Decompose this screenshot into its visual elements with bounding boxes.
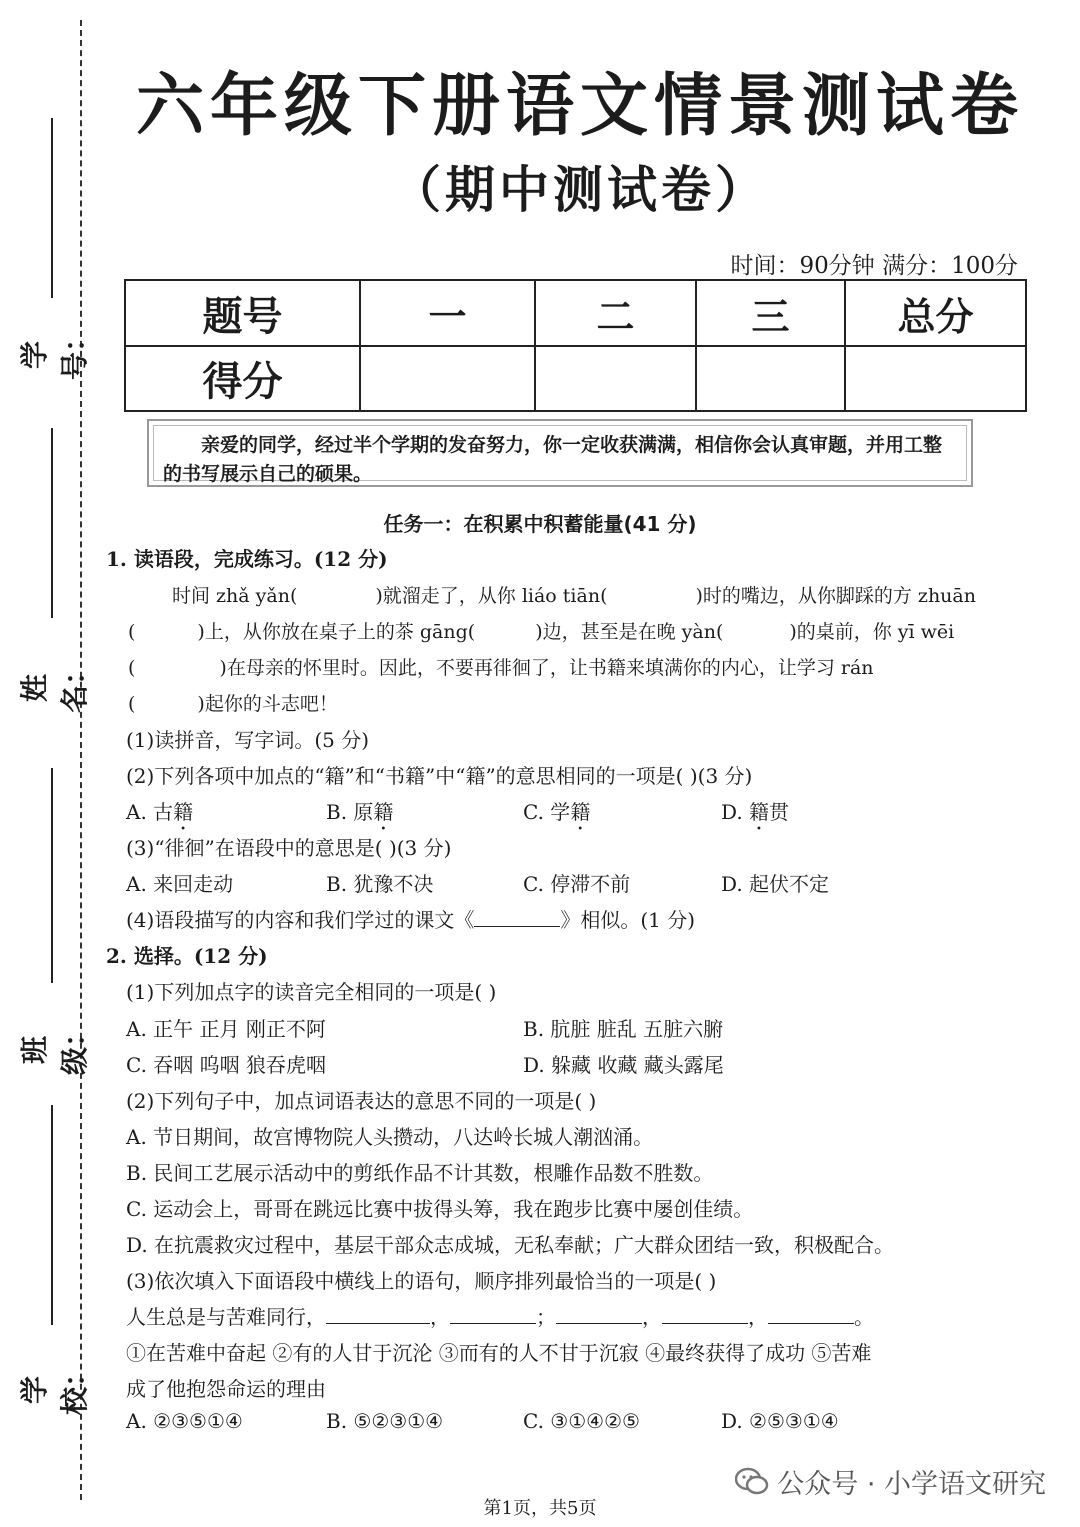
passage-text: )在母亲的怀里时。因此，不要再徘徊了，让书籍来填满你的内心，让学习 rán [219, 657, 874, 679]
q1-sub2-option-a[interactable] [126, 796, 193, 835]
answer-blank[interactable] [450, 1305, 536, 1324]
q1-sub4 [126, 904, 695, 933]
score-table-header-row [125, 280, 1026, 346]
passage-text: )时的嘴边，从你脚踩的方 zhuān [695, 585, 976, 607]
option-text: B. 原 [326, 800, 374, 824]
q2-sub3-option-a[interactable]: A. ②③⑤①④ [126, 1409, 243, 1433]
task-heading: 任务一：在积累中积蓄能量(41 分) [383, 512, 697, 536]
q2-sub3: (3)依次填入下面语段中横线上的语句，顺序排列最恰当的一项是( ) [126, 1269, 717, 1293]
watermark-text: 公众号 · 小学语文研究 [777, 1469, 1046, 1500]
class-line [51, 768, 53, 983]
q1-sub2-option-d[interactable] [721, 796, 789, 835]
binding-dashed-line [80, 20, 82, 1500]
q2-sub3-option-b[interactable]: B. ⑤②③①④ [326, 1409, 444, 1433]
dotted-char: 籍 [173, 800, 194, 824]
option-text: D. [721, 800, 750, 824]
dotted-char: 籍 [373, 800, 394, 824]
answer-blank[interactable] [662, 1305, 748, 1324]
q1-passage-line [128, 617, 954, 644]
q1-sub2-option-c[interactable] [523, 796, 590, 835]
q1-passage-line [172, 581, 976, 608]
wechat-icon [735, 1467, 769, 1497]
q2-sub2: (2)下列句子中，加点词语表达的意思不同的一项是( ) [126, 1089, 597, 1113]
q2-sub2-option-a[interactable]: A. 节日期间，故宫博物院人头攒动，八达岭长城人潮汹涌。 [126, 1125, 654, 1149]
q2-sub2-option-d[interactable]: D. 在抗震救灾过程中，基层干部众志成城，无私奉献；广大群众团结一致，积极配合。 [126, 1233, 895, 1257]
question-text: 人生总是与苦难同行， [126, 1305, 326, 1329]
passage-text: ( [128, 621, 136, 643]
q2-sub1-option-a[interactable]: A. 正午 正月 刚正不阿 [126, 1017, 326, 1041]
q1-sub2: (2)下列各项中加点的“籍”和“书籍”中“籍”的意思相同的一项是( )(3 分) [126, 764, 753, 788]
q1-sub3-option-a[interactable]: A. 来回走动 [126, 872, 234, 896]
dotted-char: 籍 [570, 800, 591, 824]
q1-sub1: (1)读拼音，写字词。(5 分) [126, 728, 370, 752]
passage-text: 时间 zhǎ yǎn( [172, 585, 298, 607]
student-id-label: 学号： [18, 323, 91, 380]
score-cell: 二 [535, 280, 696, 346]
score-input-cell[interactable] [696, 346, 845, 411]
passage-text: )起你的斗志吧！ [197, 693, 338, 715]
q2-sub3-passage: 人生总是与苦难同行， ， ； ， ， 。 [126, 1305, 874, 1329]
school-line [51, 1105, 53, 1325]
q1-sub3: (3)“徘徊”在语段中的意思是( )(3 分) [126, 836, 452, 860]
score-table-score-row [125, 346, 1026, 411]
q2-sub2-option-c[interactable]: C. 运动会上，哥哥在跳远比赛中拔得头筹，我在跑步比赛中屡创佳绩。 [126, 1197, 754, 1221]
q2-heading: 2. 选择。(12 分) [106, 944, 268, 968]
q1-sub2-option-b[interactable] [326, 796, 393, 835]
score-input-cell[interactable] [535, 346, 696, 411]
answer-blank[interactable] [326, 1305, 430, 1324]
q2-sub3-items: ①在苦难中奋起 ②有的人甘于沉沦 ③而有的人不甘于沉寂 ④最终获得了成功 ⑤苦难 [126, 1341, 872, 1365]
page-subtitle: （期中测试卷） [391, 160, 769, 219]
q2-sub1-option-b[interactable]: B. 肮脏 脏乱 五脏六腑 [523, 1017, 724, 1041]
q1-passage-line [128, 653, 874, 680]
option-text: 贯 [769, 800, 790, 824]
name-label: 姓名： [18, 656, 91, 713]
q1-sub3-option-b[interactable]: B. 犹豫不决 [326, 872, 434, 896]
q2-sub3-option-c[interactable]: C. ③①④②⑤ [523, 1409, 640, 1433]
notice-text: 亲爱的同学，经过半个学期的发奋努力，你一定收获满满，相信你会认真审题，并用工整的书写展示自己的硕果。 [163, 434, 943, 485]
class-label: 班级： [18, 1018, 91, 1075]
passage-text: ( [128, 693, 136, 715]
score-input-cell[interactable] [845, 346, 1026, 411]
q2-sub1-option-c[interactable]: C. 吞咽 呜咽 狼吞虎咽 [126, 1053, 327, 1077]
q1-sub3-option-c[interactable]: C. 停滞不前 [523, 872, 631, 896]
score-input-cell[interactable] [360, 346, 535, 411]
exam-meta: 时间：90分钟 满分：100分 [730, 253, 1018, 279]
passage-text: ( [128, 657, 136, 679]
student-id-line [51, 118, 53, 298]
school-label: 学校： [18, 1358, 91, 1415]
score-cell: 一 [360, 280, 535, 346]
page-title: 六年级下册语文情景测试卷 [135, 66, 1024, 146]
notice-box [147, 419, 973, 487]
score-cell: 总分 [845, 280, 1026, 346]
answer-blank[interactable] [556, 1305, 642, 1324]
q2-sub1-option-d[interactable]: D. 躲藏 收藏 藏头露尾 [523, 1053, 724, 1077]
score-cell: 得分 [125, 346, 360, 411]
q1-sub3-option-d[interactable]: D. 起伏不定 [721, 872, 830, 896]
question-text: (4)语段描写的内容和我们学过的课文《 [126, 908, 475, 932]
q2-sub1: (1)下列加点字的读音完全相同的一项是( ) [126, 980, 497, 1004]
option-text: A. 古 [126, 800, 174, 824]
q2-sub3-items-cont: 成了他抱怨命运的理由 [126, 1377, 326, 1401]
passage-text: )边，甚至是在晚 yàn( [535, 621, 724, 643]
score-cell: 题号 [125, 280, 360, 346]
answer-blank[interactable] [768, 1305, 854, 1324]
passage-text: )的桌前，你 yī wēi [789, 621, 955, 643]
q1-passage-line [128, 689, 338, 716]
option-text: C. 学 [523, 800, 571, 824]
q1-heading: 1. 读语段，完成练习。(12 分) [106, 547, 388, 571]
q2-sub2-option-b[interactable]: B. 民间工艺展示活动中的剪纸作品不计其数，根雕作品数不胜数。 [126, 1161, 714, 1185]
score-cell: 三 [696, 280, 845, 346]
question-text: 》相似。(1 分) [560, 908, 696, 932]
passage-text: )就溜走了，从你 liáo tiān( [375, 585, 608, 607]
dotted-char: 籍 [749, 800, 770, 824]
passage-text: )上，从你放在桌子上的茶 gāng( [197, 621, 476, 643]
page-footer: 第1页，共5页 [483, 1498, 597, 1519]
q2-sub3-option-d[interactable]: D. ②⑤③①④ [721, 1409, 839, 1433]
score-table [124, 279, 1027, 412]
answer-blank[interactable] [474, 908, 560, 927]
